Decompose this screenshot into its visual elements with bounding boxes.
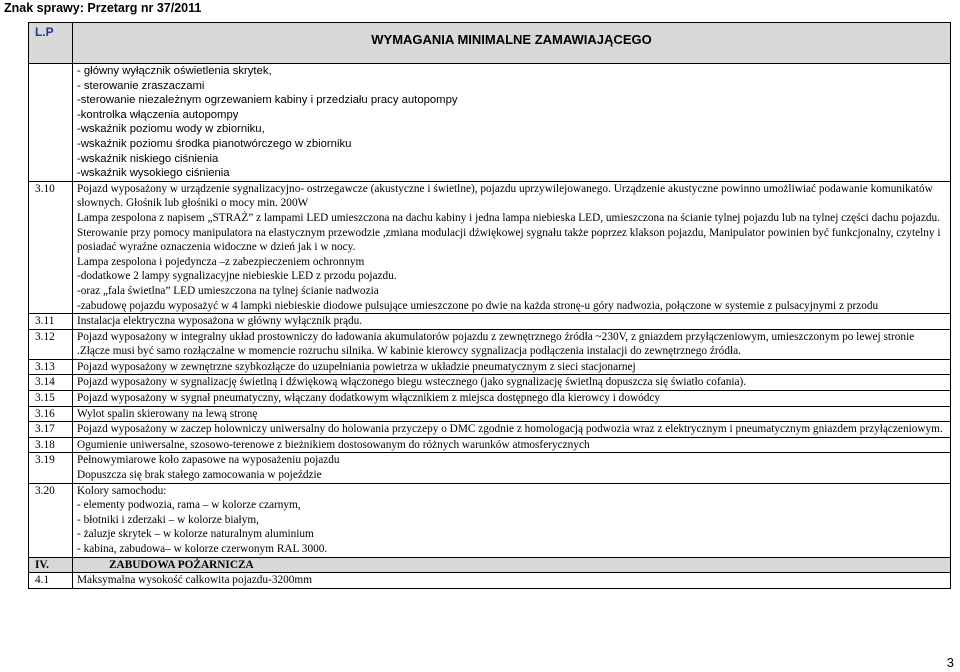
- list-item: - główny wyłącznik oświetlenia skrytek,: [77, 65, 272, 77]
- continued-list: [73, 64, 951, 182]
- row-text: Pojazd wyposażony w urządzenie sygnalizacyjno- ostrzegawcze (akustyczne i świetlne), pojazdu uprzywilejowanego. Urządzenie akustyczne powinno umożliwiać podawanie komunikatów słownych. Głośnik lub głośniki o mocy min. 200W Lampa zespolona z napisem „STRAŻ” z lampami LED umieszczona na dachu kabiny i jedna lampa niebieska LED, umieszczona na ścianie tylnej pojazdu lub na tylnej części dachu pojazdu. Sterowanie przy pomocy manipulatora na elastycznym przewodzie ,zmiana modulacji dźwiękowej sygnału także poprzez klakson pojazdu, Manipulator powinien być funkcjonalny, czytelny i posiadać wyraźne oznaczenia widoczne w dzień jak i w nocy. Lampa zespolona i pojedyncza –z zabezpieczeniem ochronnym -dodatkowe 2 lampy sygnalizacyjne niebieskie LED z przodu pojazdu. -oraz „fala świetlna” LED umieszczona na tylnej ścianie nadwozia -zabudowę pojazdu wyposażyć w 4 lampki niebieskie diodowe pulsujące umieszczone po dwie na każda stronę-u góry nadwozia, połączone w systemie z pulsacyjnymi z przodu: [73, 181, 951, 313]
- list-item: - kabina, zabudowa– w kolorze czerwonym RAL 3000.: [77, 543, 328, 555]
- row-number: 3.13: [29, 359, 73, 375]
- list-item: -wskaźnik poziomu środka pianotwórczego w zbiorniku: [77, 137, 352, 150]
- list-item: - żaluzje skrytek – w kolorze naturalnym aluminium: [77, 528, 314, 541]
- case-reference: Znak sprawy: Przetarg nr 37/2011: [4, 1, 202, 15]
- table-row: [29, 64, 951, 182]
- row-text: Ogumienie uniwersalne, szosowo-terenowe z bieżnikiem dostosowanym do różnych warunków atmosferycznych: [73, 437, 951, 453]
- table-row: [29, 453, 951, 483]
- list-item: - sterowanie zraszaczami: [77, 79, 205, 92]
- section-header-row: [29, 557, 951, 573]
- row-text: Pojazd wyposażony w sygnał pneumatyczny, włączany dodatkowym włącznikiem z miejsca dostępnego dla kierowcy i dowódcy: [73, 391, 951, 407]
- list-item: Kolory samochodu:: [77, 484, 167, 497]
- row-number: 3.14: [29, 375, 73, 391]
- table-row: [29, 181, 951, 313]
- table-row: [29, 406, 951, 422]
- row-text: Instalacja elektryczna wyposażona w główny wyłącznik prądu.: [73, 314, 951, 330]
- table-row: [29, 422, 951, 438]
- requirements-table: [28, 22, 951, 589]
- row-text: Pojazd wyposażony w integralny układ prostowniczy do ładowania akumulatorów pojazdu z zewnętrznego źródła ~230V, z gniazdem przyłączeniowym, umieszczonym po lewej stronie .Złącze musi być samo rozłączalne w momencie rozruchu silnika. W kabinie kierowcy sygnalizacja podłączenia instalacji do zewnętrznego źródła.: [73, 329, 951, 359]
- row-number: 3.16: [29, 406, 73, 422]
- row-number: 3.19: [29, 453, 73, 483]
- list-item: -wskaźnik poziomu wody w zbiorniku,: [77, 123, 265, 136]
- table-row: [29, 391, 951, 407]
- page-number: 3: [946, 655, 954, 670]
- section-number: IV.: [29, 557, 73, 573]
- table-row: [29, 483, 951, 557]
- table-row: [29, 437, 951, 453]
- row-text: Pojazd wyposażony w sygnalizację świetlną i dźwiękową włączonego biegu wstecznego (jako sygnalizację świetlną dopuszcza się światło cofania).: [73, 375, 951, 391]
- table-row: [29, 329, 951, 359]
- list-item: -kontrolka włączenia autopompy: [77, 108, 239, 121]
- row-number: 3.11: [29, 314, 73, 330]
- row-text: Pojazd wyposażony w zewnętrzne szybkozłącze do uzupełniania powietrza w układzie pneumatycznym z sieci stacjonarnej: [73, 359, 951, 375]
- row-number: 3.18: [29, 437, 73, 453]
- row-number: 3.12: [29, 329, 73, 359]
- table-row: [29, 573, 951, 589]
- header-lp: L.P: [29, 23, 73, 64]
- list-item: -wskaźnik wysokiego ciśnienia: [77, 167, 230, 180]
- row-number: 3.15: [29, 391, 73, 407]
- row-text: Pojazd wyposażony w zaczep holowniczy uniwersalny do holowania przyczepy o DMC zgodnie z homologacją podwozia wraz z elektrycznym i pneumatycznym gniazdem przyłączeniowym.: [73, 422, 951, 438]
- list-item: -sterowanie niezależnym ogrzewaniem kabiny i przedziału pracy autopompy: [77, 94, 458, 107]
- section-title: ZABUDOWA POŻARNICZA: [73, 557, 951, 573]
- row-number: 3.17: [29, 422, 73, 438]
- row-text: Maksymalna wysokość całkowita pojazdu-3200mm: [73, 573, 951, 589]
- list-item: -wskaźnik niskiego ciśnienia: [77, 152, 219, 165]
- row-text: Pełnowymiarowe koło zapasowe na wyposażeniu pojazdu Dopuszcza się brak stałego zamocowania w pojeździe: [73, 453, 951, 483]
- row-text: Wylot spalin skierowany na lewą stronę: [73, 406, 951, 422]
- list-item: - błotniki i zderzaki – w kolorze białym,: [77, 513, 259, 526]
- row-number: 4.1: [29, 573, 73, 589]
- table-header-row: [29, 23, 951, 64]
- table-row: [29, 359, 951, 375]
- row-number: 3.20: [29, 483, 73, 557]
- header-title: WYMAGANIA MINIMALNE ZAMAWIAJĄCEGO: [73, 23, 951, 64]
- list-item: - elementy podwozia, rama – w kolorze czarnym,: [77, 499, 301, 512]
- row-text: [73, 483, 951, 557]
- row-number: 3.10: [29, 181, 73, 313]
- table-row: [29, 314, 951, 330]
- table-row: [29, 375, 951, 391]
